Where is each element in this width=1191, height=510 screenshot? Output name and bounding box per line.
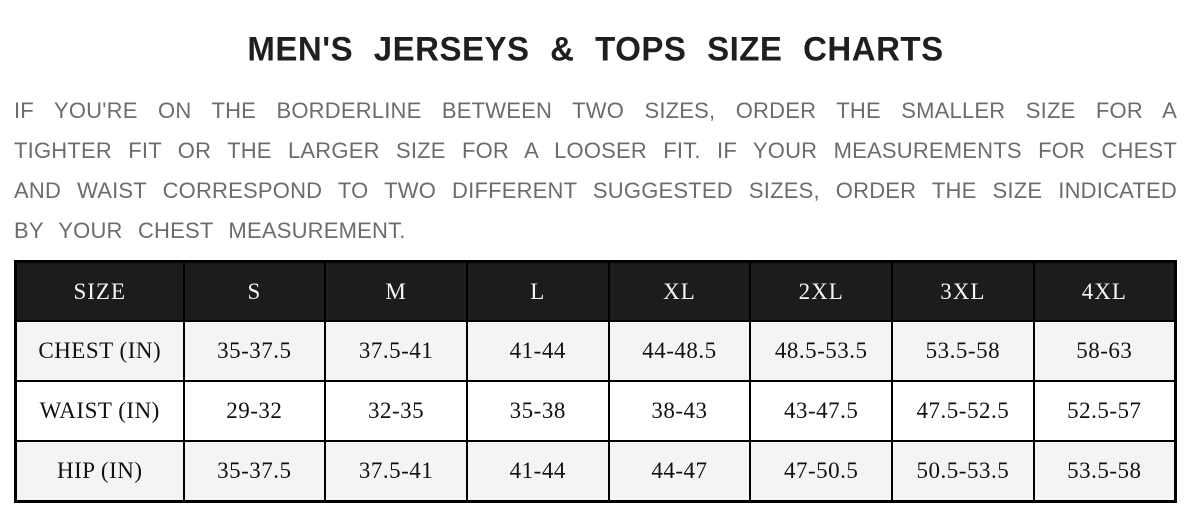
size-guidance-line-2: TIGHTER FIT OR THE LARGER SIZE FOR A LOOSER FIT. IF YOUR MEASUREMENTS FOR CHEST	[14, 138, 1177, 163]
waist-value-3xl: 47.5-52.5	[892, 381, 1034, 441]
waist-value-4xl: 52.5-57	[1034, 381, 1176, 441]
size-chart-header-row	[16, 262, 1176, 322]
hip-value-l: 41-44	[467, 441, 609, 502]
chest-value-3xl: 53.5-58	[892, 321, 1034, 381]
waist-value-m: 32-35	[325, 381, 467, 441]
table-row-waist	[16, 381, 1176, 441]
chest-value-m: 37.5-41	[325, 321, 467, 381]
hip-value-2xl: 47-50.5	[750, 441, 892, 502]
page-title: MEN'S JERSEYS & TOPS SIZE CHARTS	[247, 29, 944, 68]
hip-value-s: 35-37.5	[184, 441, 326, 502]
waist-value-2xl: 43-47.5	[750, 381, 892, 441]
column-header-size: SIZE	[16, 262, 184, 322]
chest-value-s: 35-37.5	[184, 321, 326, 381]
column-header-2xl: 2XL	[750, 262, 892, 322]
row-label-waist: WAIST (IN)	[16, 381, 184, 441]
size-chart-page	[14, 0, 1177, 503]
size-guidance-line-4: BY YOUR CHEST MEASUREMENT.	[14, 218, 406, 243]
column-header-xl: XL	[609, 262, 751, 322]
waist-value-xl: 38-43	[609, 381, 751, 441]
column-header-m: M	[325, 262, 467, 322]
size-chart-table	[14, 260, 1177, 503]
waist-value-s: 29-32	[184, 381, 326, 441]
hip-value-xl: 44-47	[609, 441, 751, 502]
hip-value-3xl: 50.5-53.5	[892, 441, 1034, 502]
chest-value-4xl: 58-63	[1034, 321, 1176, 381]
row-label-hip: HIP (IN)	[16, 441, 184, 502]
row-label-chest: CHEST (IN)	[16, 321, 184, 381]
size-guidance-text	[14, 91, 1177, 251]
column-header-s: S	[184, 262, 326, 322]
size-guidance-line-3: AND WAIST CORRESPOND TO TWO DIFFERENT SUGGESTED SIZES, ORDER THE SIZE INDICATED	[14, 178, 1177, 203]
table-row-chest	[16, 321, 1176, 381]
column-header-4xl: 4XL	[1034, 262, 1176, 322]
chest-value-2xl: 48.5-53.5	[750, 321, 892, 381]
size-guidance-line-1: IF YOU'RE ON THE BORDERLINE BETWEEN TWO SIZES, ORDER THE SMALLER SIZE FOR A	[14, 98, 1177, 123]
table-row-hip	[16, 441, 1176, 502]
waist-value-l: 35-38	[467, 381, 609, 441]
hip-value-4xl: 53.5-58	[1034, 441, 1176, 502]
column-header-3xl: 3XL	[892, 262, 1034, 322]
column-header-l: L	[467, 262, 609, 322]
chest-value-xl: 44-48.5	[609, 321, 751, 381]
hip-value-m: 37.5-41	[325, 441, 467, 502]
chest-value-l: 41-44	[467, 321, 609, 381]
